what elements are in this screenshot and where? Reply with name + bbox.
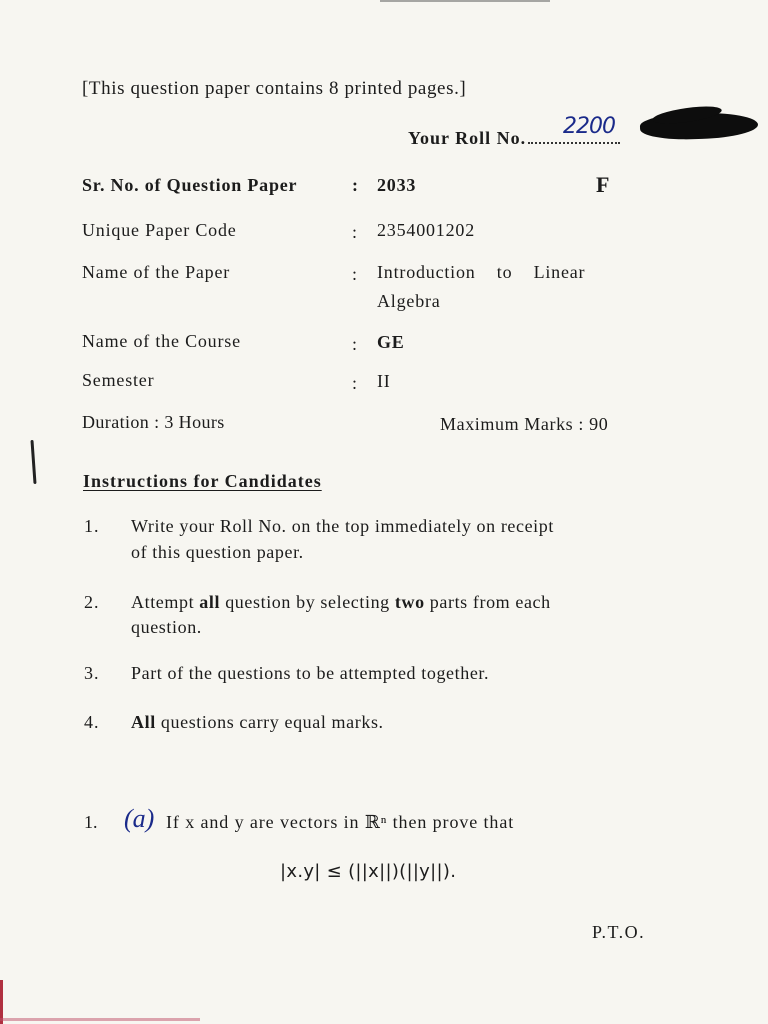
instruction-number: 4.: [84, 712, 100, 732]
question-part-label: (a): [124, 804, 155, 833]
paper-name-label: Name of the Paper: [82, 262, 231, 282]
page-top-edge: [380, 0, 550, 2]
question-text: If x and y are vectors in ℝⁿ then prove that: [166, 812, 515, 832]
instruction-number: 3.: [84, 663, 100, 683]
instruction-4: All questions carry equal marks.: [131, 712, 384, 732]
instruction-2-line2: question.: [131, 617, 202, 637]
paper-code-label: Unique Paper Code: [82, 220, 237, 240]
semester-value: II: [377, 371, 391, 391]
paper-name-value-line2: Algebra: [377, 291, 441, 311]
colon: :: [352, 175, 358, 195]
margin-pen-mark: [30, 440, 36, 484]
colon: :: [352, 222, 358, 242]
serial-number-label: Sr. No. of Question Paper: [82, 175, 298, 195]
question-number: 1.: [84, 812, 98, 832]
paper-name-value-line1: Introduction to Linear: [377, 262, 586, 282]
page-count-note: [This question paper contains 8 printed pages.]: [82, 78, 467, 99]
colon: :: [352, 334, 358, 354]
instruction-3: Part of the questions to be attempted together.: [131, 663, 490, 683]
handwritten-roll-number: 2200: [563, 114, 615, 139]
instruction-number: 2.: [84, 592, 100, 612]
maximum-marks: Maximum Marks : 90: [440, 414, 609, 434]
semester-label: Semester: [82, 370, 155, 390]
colon: :: [352, 373, 358, 393]
page-edge-mark: [0, 1018, 200, 1021]
serial-number-value: 2033: [377, 175, 417, 195]
instruction-1-line1: Write your Roll No. on the top immediately on receipt: [131, 516, 554, 536]
set-code: F: [596, 172, 610, 197]
instruction-1-line2: of this question paper.: [131, 542, 304, 562]
instruction-2-line1: Attempt all question by selecting two parts from each: [131, 592, 551, 612]
course-name-label: Name of the Course: [82, 331, 241, 351]
paper-code-value: 2354001202: [377, 220, 475, 240]
colon: :: [352, 264, 358, 284]
instructions-title: Instructions for Candidates: [83, 471, 322, 491]
duration: Duration : 3 Hours: [82, 412, 225, 432]
instruction-number: 1.: [84, 516, 100, 536]
question-formula: |x.y| ≤ (||x||)(||y||).: [280, 861, 457, 882]
roll-number-label: Your Roll No.: [408, 128, 620, 149]
page-turn-over: P.T.O.: [592, 922, 646, 942]
course-name-value: GE: [377, 332, 405, 352]
